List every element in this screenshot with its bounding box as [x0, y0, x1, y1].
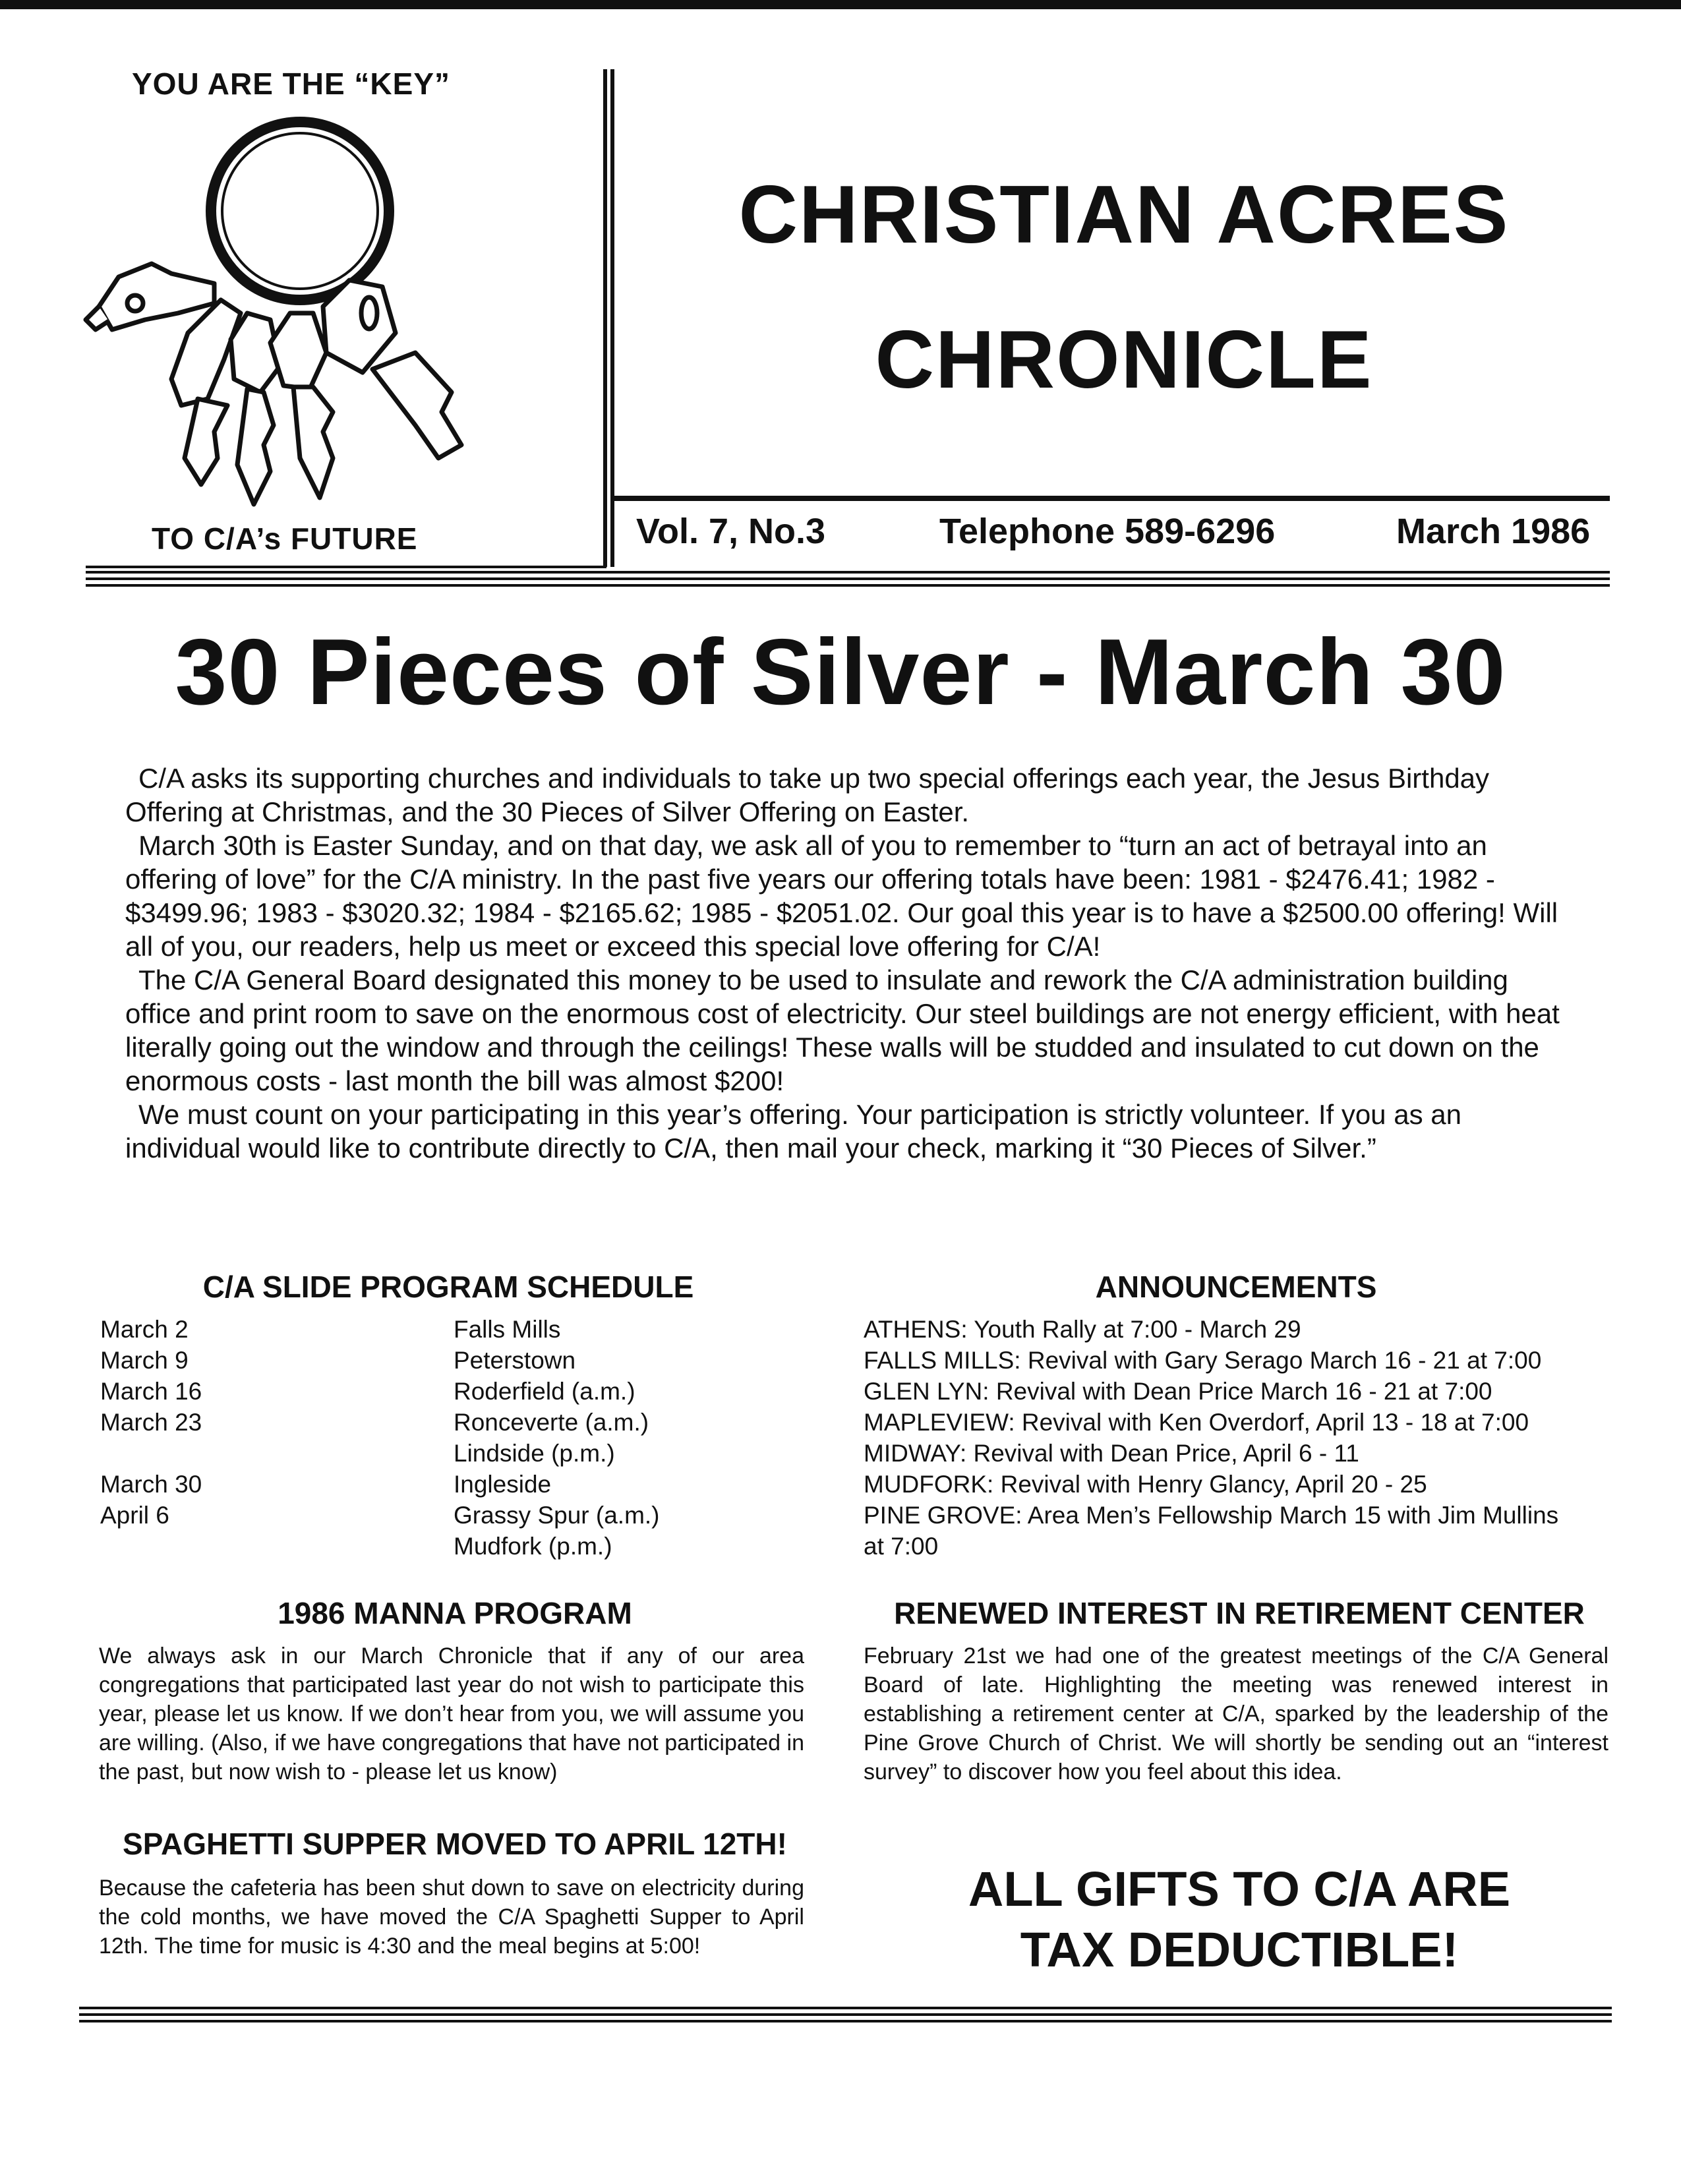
schedule-row [100, 1469, 759, 1500]
main-story [125, 761, 1569, 1165]
schedule-date: March 2 [100, 1316, 189, 1343]
story-paragraph: The C/A General Board designated this money to be used to insulate and rework the C/A administration building office and print room to save on the enormous cost of electricity. Our steel buildings are not energy efficient, with heat literally going out the window and through the ceilings! These walls will be studded and insulated to cut down on the enormous costs - last month the bill was almost $200! [125, 964, 1560, 1096]
footer-rule-2 [79, 2013, 1612, 2016]
story-paragraph: C/A asks its supporting churches and individuals to take up two special offerings each year, the Jesus Birthday Offering at Christmas, and the 30 Pieces of Silver Offering on Easter. [125, 763, 1490, 827]
story-paragraph: We must count on your participating in this year’s offering. Your participation is strictly volunteer. If you as an individual would like to contribute directly to C/A, then mail your check, marking it “30 Pieces of Silver.” [125, 1099, 1461, 1164]
logo-underline [86, 566, 606, 568]
announcement-item: MAPLEVIEW: Revival with Ken Overdorf, April 13 - 18 at 7:00 [864, 1409, 1529, 1436]
story-paragraph: March 30th is Easter Sunday, and on that day, we ask all of you to remember to “turn an act of betrayal into an offering of love” for the C/A ministry. In the past five years our offering totals have been: 1981 - $2476.41; 1982 - $3499.96; 1983 - $3020.32; 1984 - $2165.62; 1985 - $2051.02. Our goal this year is to have a $2500.00 offering! Will all of you, our readers, help us meet or exceed this special love offering for C/A! [125, 830, 1558, 962]
schedule-row [100, 1438, 759, 1469]
top-border [0, 0, 1681, 9]
main-headline: 30 Pieces of Silver - March 30 [175, 620, 1506, 724]
slide-schedule-table [100, 1314, 759, 1562]
telephone: Telephone 589-6296 [939, 512, 1276, 551]
tax-deductible-notice [864, 1859, 1615, 1980]
schedule-venue: Roderfield (a.m.) [454, 1378, 635, 1405]
spaghetti-text: Because the cafeteria has been shut down to save on electricity during the cold months, we have moved the C/A Spaghetti Supper to April 12th. The time for music is 4:30 and the meal begins at 5:00! [99, 1875, 804, 1959]
schedule-venue: Ronceverte (a.m.) [454, 1409, 649, 1436]
schedule-venue: Falls Mills [454, 1316, 561, 1343]
header-rule-3 [86, 584, 1610, 587]
manna-text: We always ask in our March Chronicle that if any of our area congregations that participated last year do not wish to participate this year, please let us know. If we don’t hear from you, we will assume you are willing. (Also, if we have congregations that have not participated in the past, but now wish to - please let us know) [99, 1643, 804, 1785]
schedule-row [100, 1314, 759, 1345]
masthead-rule [614, 496, 1610, 501]
key-ring-icon [73, 115, 494, 524]
schedule-venue: Lindside (p.m.) [454, 1440, 615, 1467]
schedule-row [100, 1376, 759, 1407]
header-divider-2 [610, 69, 614, 567]
spaghetti-title: SPAGHETTI SUPPER MOVED TO APRIL 12TH! [123, 1827, 787, 1861]
schedule-venue: Grassy Spur (a.m.) [454, 1502, 660, 1529]
schedule-venue: Ingleside [454, 1471, 552, 1498]
gifts-line-2: TAX DEDUCTIBLE! [1020, 1922, 1459, 1977]
announcement-item: ATHENS: Youth Rally at 7:00 - March 29 [864, 1316, 1301, 1343]
header-rule-1 [86, 571, 1610, 574]
schedule-row [100, 1407, 759, 1438]
header-divider [603, 69, 607, 567]
masthead-line-2: CHRONICLE [875, 314, 1373, 405]
footer-rule-3 [79, 2020, 1612, 2022]
tagline-top: YOU ARE THE “KEY” [132, 67, 451, 101]
issue-date: March 1986 [1396, 512, 1591, 551]
schedule-date: April 6 [100, 1502, 169, 1529]
announcement-item: GLEN LYN: Revival with Dean Price March 16 - 21 at 7:00 [864, 1378, 1492, 1405]
header-rule-2 [86, 577, 1610, 580]
volume-number: Vol. 7, No.3 [636, 512, 826, 551]
schedule-row [100, 1531, 759, 1562]
footer-rule-1 [79, 2007, 1612, 2009]
announcements-list [864, 1314, 1615, 1562]
announcements-title: ANNOUNCEMENTS [1095, 1270, 1377, 1304]
schedule-row [100, 1345, 759, 1376]
retirement-text: February 21st we had one of the greatest meetings of the C/A General Board of late. Highlighting the meeting was renewed interest in establishing a retirement center at C/A, sparked by the leadership of the Pine Grove Church of Christ. We will shortly be sending out an “interest survey” to discover how you feel about this idea. [864, 1643, 1608, 1785]
schedule-date: March 9 [100, 1347, 189, 1374]
announcement-item: MIDWAY: Revival with Dean Price, April 6 - 11 [864, 1440, 1359, 1467]
schedule-venue: Mudfork (p.m.) [454, 1533, 612, 1560]
gifts-line-1: ALL GIFTS TO C/A ARE [968, 1862, 1511, 1916]
retirement-title: RENEWED INTEREST IN RETIREMENT CENTER [894, 1596, 1585, 1630]
schedule-date: March 23 [100, 1409, 202, 1436]
schedule-date: March 30 [100, 1471, 202, 1498]
announcement-item: at 7:00 [864, 1533, 939, 1560]
announcement-item: FALLS MILLS: Revival with Gary Serago March 16 - 21 at 7:00 [864, 1347, 1542, 1374]
announcement-item: MUDFORK: Revival with Henry Glancy, April 20 - 25 [864, 1471, 1427, 1498]
schedule-date: March 16 [100, 1378, 202, 1405]
announcement-item: PINE GROVE: Area Men’s Fellowship March 15 with Jim Mullins [864, 1502, 1559, 1529]
schedule-venue: Peterstown [454, 1347, 576, 1374]
masthead-line-1: CHRISTIAN ACRES [738, 169, 1510, 260]
tagline-bottom: TO C/A’s FUTURE [152, 521, 418, 556]
slide-schedule-title: C/A SLIDE PROGRAM SCHEDULE [202, 1270, 694, 1304]
schedule-row [100, 1500, 759, 1531]
manna-title: 1986 MANNA PROGRAM [278, 1596, 632, 1630]
